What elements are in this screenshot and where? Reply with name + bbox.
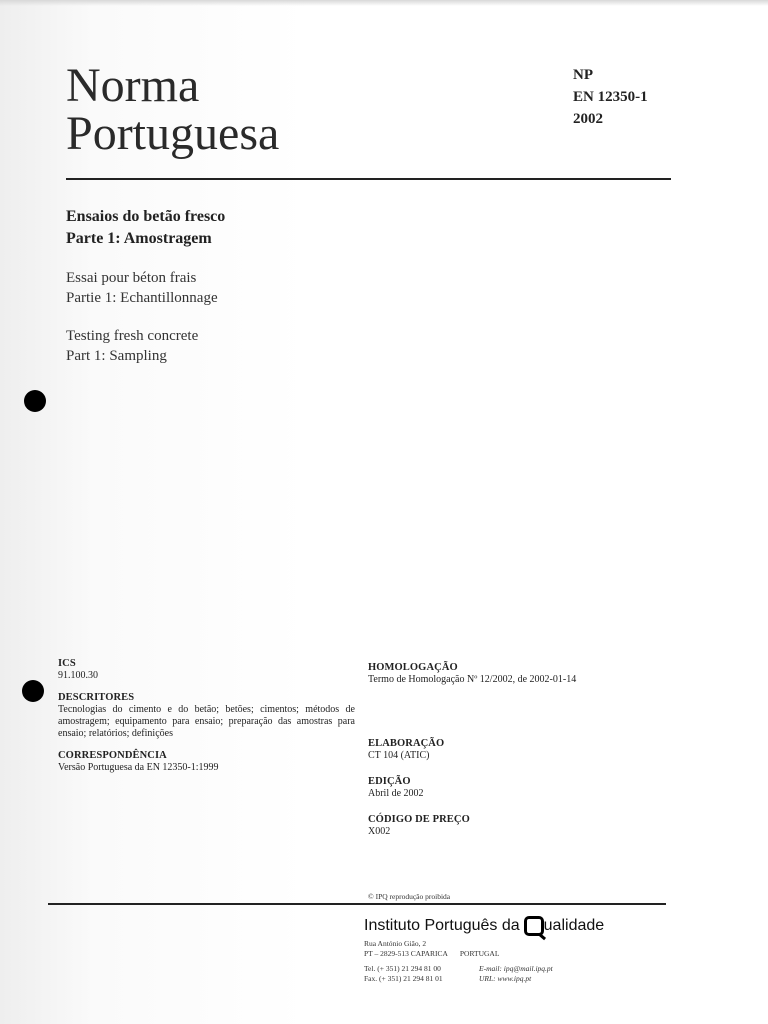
- correspondencia-value: Versão Portuguesa da EN 12350-1:1999: [58, 762, 219, 773]
- document-title: [66, 59, 280, 160]
- address-country: PORTUGAL: [459, 949, 500, 958]
- standard-code-year: 2002: [573, 111, 603, 127]
- edicao-label: EDIÇÃO: [368, 776, 411, 787]
- header-divider: [66, 178, 671, 180]
- codigo-preco-block: [368, 814, 668, 838]
- title-portuguese: [66, 206, 546, 250]
- title-line-1: Norma: [66, 59, 200, 112]
- address: [364, 939, 664, 959]
- descritores-block: [58, 692, 355, 740]
- title-pt-line-2: Parte 1: Amostragem: [66, 230, 212, 247]
- punch-hole-bottom: [22, 680, 44, 702]
- ipq-logo: [364, 915, 664, 937]
- homologacao-value: Termo de Homologação Nº 12/2002, de 2002-01-14: [368, 674, 577, 685]
- title-fr-line-1: Essai pour béton frais: [66, 270, 197, 286]
- title-english: [66, 326, 546, 366]
- homologacao-label: HOMOLOGAÇÃO: [368, 662, 458, 673]
- ics-label: ICS: [58, 658, 76, 669]
- edicao-block: [368, 776, 668, 800]
- standard-code-number: EN 12350-1: [573, 89, 648, 105]
- address-street: Rua António Gião, 2: [364, 939, 427, 948]
- website-url: URL: www.ipq.pt: [479, 974, 532, 983]
- edicao-value: Abril de 2002: [368, 788, 424, 799]
- standard-titles: [66, 206, 546, 366]
- phone-number: Tel. (+ 351) 21 294 81 00: [364, 964, 441, 973]
- homologacao-block: [368, 662, 668, 686]
- title-en-line-1: Testing fresh concrete: [66, 328, 199, 344]
- org-name-suffix: ualidade: [543, 917, 605, 934]
- elaboracao-block: [368, 738, 668, 762]
- title-french: [66, 268, 546, 308]
- phone-fax: [364, 964, 479, 984]
- descritores-label: DESCRITORES: [58, 692, 135, 703]
- punch-hole-top: [24, 390, 46, 412]
- ics-block: [58, 658, 355, 682]
- copyright-notice: © IPQ reprodução proibida: [368, 892, 451, 901]
- email-address: E-mail: ipq@mail.ipq.pt: [479, 964, 553, 973]
- fax-number: Fax. (+ 351) 21 294 81 01: [364, 974, 443, 983]
- publisher-footer: [364, 915, 664, 984]
- q-logo-icon: [524, 916, 544, 936]
- page-top-edge: [0, 0, 768, 6]
- web-contacts: [479, 964, 594, 984]
- right-info-column: [368, 662, 668, 848]
- title-pt-line-1: Ensaios do betão fresco: [66, 208, 226, 225]
- title-fr-line-2: Partie 1: Echantillonnage: [66, 290, 218, 306]
- elaboracao-value: CT 104 (ATIC): [368, 750, 430, 761]
- correspondencia-block: [58, 750, 355, 774]
- elaboracao-label: ELABORAÇÃO: [368, 738, 445, 749]
- title-line-2: Portuguesa: [66, 107, 280, 160]
- standard-code-prefix: NP: [573, 67, 593, 83]
- correspondencia-label: CORRESPONDÊNCIA: [58, 750, 167, 761]
- codigo-preco-value: X002: [368, 826, 391, 837]
- title-en-line-2: Part 1: Sampling: [66, 348, 167, 364]
- descritores-value: Tecnologias do cimento e do betão; betões; cimentos; métodos de amostragem; equipamento para ensaio; preparação das amostras para ensaio; relatórios; definições: [58, 704, 355, 739]
- address-postal: PT – 2829-513 CAPARICA: [364, 949, 448, 958]
- footer-divider: [48, 903, 666, 905]
- codigo-preco-label: CÓDIGO DE PREÇO: [368, 814, 470, 825]
- standard-code: [573, 64, 648, 130]
- left-info-column: [58, 658, 355, 784]
- ics-value: 91.100.30: [58, 670, 98, 681]
- contact-info: [364, 964, 664, 984]
- org-name-prefix: Instituto Português da: [364, 917, 520, 934]
